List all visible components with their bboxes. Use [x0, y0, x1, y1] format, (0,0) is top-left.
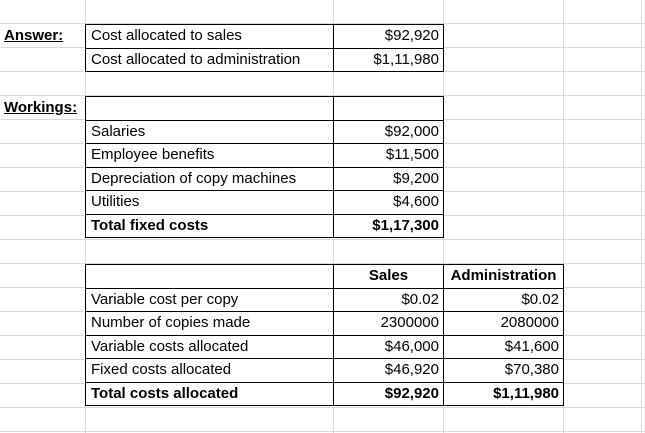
answer-table [85, 24, 444, 72]
answer-cell-value[interactable]: $92,920 [334, 25, 444, 49]
empty-cell[interactable] [334, 97, 444, 121]
header-row [86, 265, 564, 289]
cost-item-value[interactable]: $92,000 [334, 120, 444, 144]
total-row [86, 214, 444, 238]
fixed-costs-table [85, 96, 444, 238]
table-row [86, 120, 444, 144]
total-fixed-costs-label[interactable]: Total fixed costs [86, 214, 334, 238]
cost-item-value[interactable]: $4,600 [334, 191, 444, 215]
allocation-administration-value[interactable]: $0.02 [444, 288, 564, 312]
empty-cell[interactable] [86, 97, 334, 121]
cost-item-label[interactable]: Utilities [86, 191, 334, 215]
sales-column-header[interactable]: Sales [334, 265, 444, 289]
allocation-administration-value[interactable]: 2080000 [444, 312, 564, 336]
allocation-administration-value[interactable]: $70,380 [444, 359, 564, 383]
table-row [86, 48, 444, 72]
table-row [86, 359, 564, 383]
answer-label[interactable]: Answer: [4, 27, 64, 44]
answer-cell-label[interactable]: Cost allocated to sales [86, 25, 334, 49]
cost-item-value[interactable]: $9,200 [334, 167, 444, 191]
allocation-sales-value[interactable]: $46,000 [334, 335, 444, 359]
table-row [86, 312, 564, 336]
allocation-row-label[interactable]: Number of copies made [86, 312, 334, 336]
allocation-sales-value[interactable]: 2300000 [334, 312, 444, 336]
total-administration-value[interactable]: $1,11,980 [444, 382, 564, 406]
total-fixed-costs-value[interactable]: $1,17,300 [334, 214, 444, 238]
total-costs-allocated-label[interactable]: Total costs allocated [86, 382, 334, 406]
table-row [86, 191, 444, 215]
workings-label[interactable]: Workings: [4, 99, 78, 116]
cost-item-label[interactable]: Employee benefits [86, 144, 334, 168]
table-row [86, 288, 564, 312]
table-row [86, 144, 444, 168]
allocation-table [85, 264, 564, 406]
allocation-row-label[interactable]: Variable costs allocated [86, 335, 334, 359]
allocation-sales-value[interactable]: $46,920 [334, 359, 444, 383]
cost-item-value[interactable]: $11,500 [334, 144, 444, 168]
column-gridline [641, 0, 642, 433]
administration-column-header[interactable]: Administration [444, 265, 564, 289]
empty-cell[interactable] [86, 265, 334, 289]
cost-item-label[interactable]: Salaries [86, 120, 334, 144]
allocation-administration-value[interactable]: $41,600 [444, 335, 564, 359]
table-row [86, 167, 444, 191]
table-row [86, 25, 444, 49]
allocation-row-label[interactable]: Variable cost per copy [86, 288, 334, 312]
cost-item-label[interactable]: Depreciation of copy machines [86, 167, 334, 191]
allocation-sales-value[interactable]: $0.02 [334, 288, 444, 312]
answer-cell-label[interactable]: Cost allocated to administration [86, 48, 334, 72]
table-row [86, 97, 444, 121]
total-sales-value[interactable]: $92,920 [334, 382, 444, 406]
total-row [86, 382, 564, 406]
answer-cell-value[interactable]: $1,11,980 [334, 48, 444, 72]
table-row [86, 335, 564, 359]
allocation-row-label[interactable]: Fixed costs allocated [86, 359, 334, 383]
